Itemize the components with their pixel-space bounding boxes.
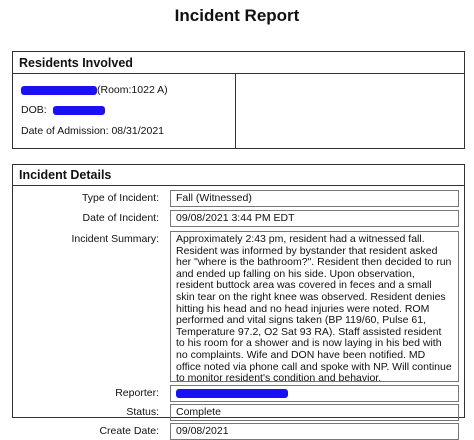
redacted-resident-name xyxy=(21,86,97,95)
type-row xyxy=(13,190,464,207)
incident-details-section xyxy=(12,164,465,437)
reporter-label: Reporter: xyxy=(115,387,159,399)
status-row xyxy=(13,404,464,421)
date-row xyxy=(13,210,464,227)
summary-row xyxy=(13,231,464,385)
create-date-value: 09/08/2021 xyxy=(170,423,459,440)
status-value: Complete xyxy=(170,404,459,421)
redacted-reporter xyxy=(176,389,288,398)
summary-label: Incident Summary: xyxy=(71,233,159,245)
details-heading: Incident Details xyxy=(13,165,464,186)
type-value: Fall (Witnessed) xyxy=(170,190,459,207)
reporter-row xyxy=(13,385,464,402)
type-label: Type of Incident: xyxy=(81,192,159,204)
redacted-dob xyxy=(53,106,105,115)
residents-heading: Residents Involved xyxy=(13,52,464,74)
report-title: Incident Report xyxy=(174,6,300,25)
admission-date: Date of Admission: 08/31/2021 xyxy=(21,125,165,137)
status-label: Status: xyxy=(126,406,159,418)
summary-value: Approximately 2:43 pm, resident had a witnessed fall. Resident was informed by bystander that resident asked her "where is the bathroom?". Resident then decided to run and ended up falling on his side. Upon observation, resident buttock area was covered in feces and a small skin tear on the right knee was observed. Resident denies hitting his head and no head injuries were noted. ROM performed and vital signs taken (BP 119/60, Pulse 61, Temperature 97.2, O2 Sat 93 RA). Staff assisted resident to his room for a shower and is now laying in his bed with no complaints. Wife and DON have been notified. MD office noted via phone call and spoke with NP. Will continue to monitor resident's condition and behavior. xyxy=(170,231,459,382)
date-label: Date of Incident: xyxy=(82,212,159,224)
resident-name-line xyxy=(21,84,168,96)
date-value: 09/08/2021 3:44 PM EDT xyxy=(170,210,459,227)
create-date-label: Create Date: xyxy=(99,425,159,437)
resident-room: (Room:1022 A) xyxy=(97,84,168,96)
reporter-value xyxy=(170,385,459,402)
dob-label: DOB: xyxy=(21,104,47,116)
resident-dob-line xyxy=(21,104,105,116)
residents-section xyxy=(12,51,465,149)
resident-info xyxy=(13,74,236,148)
